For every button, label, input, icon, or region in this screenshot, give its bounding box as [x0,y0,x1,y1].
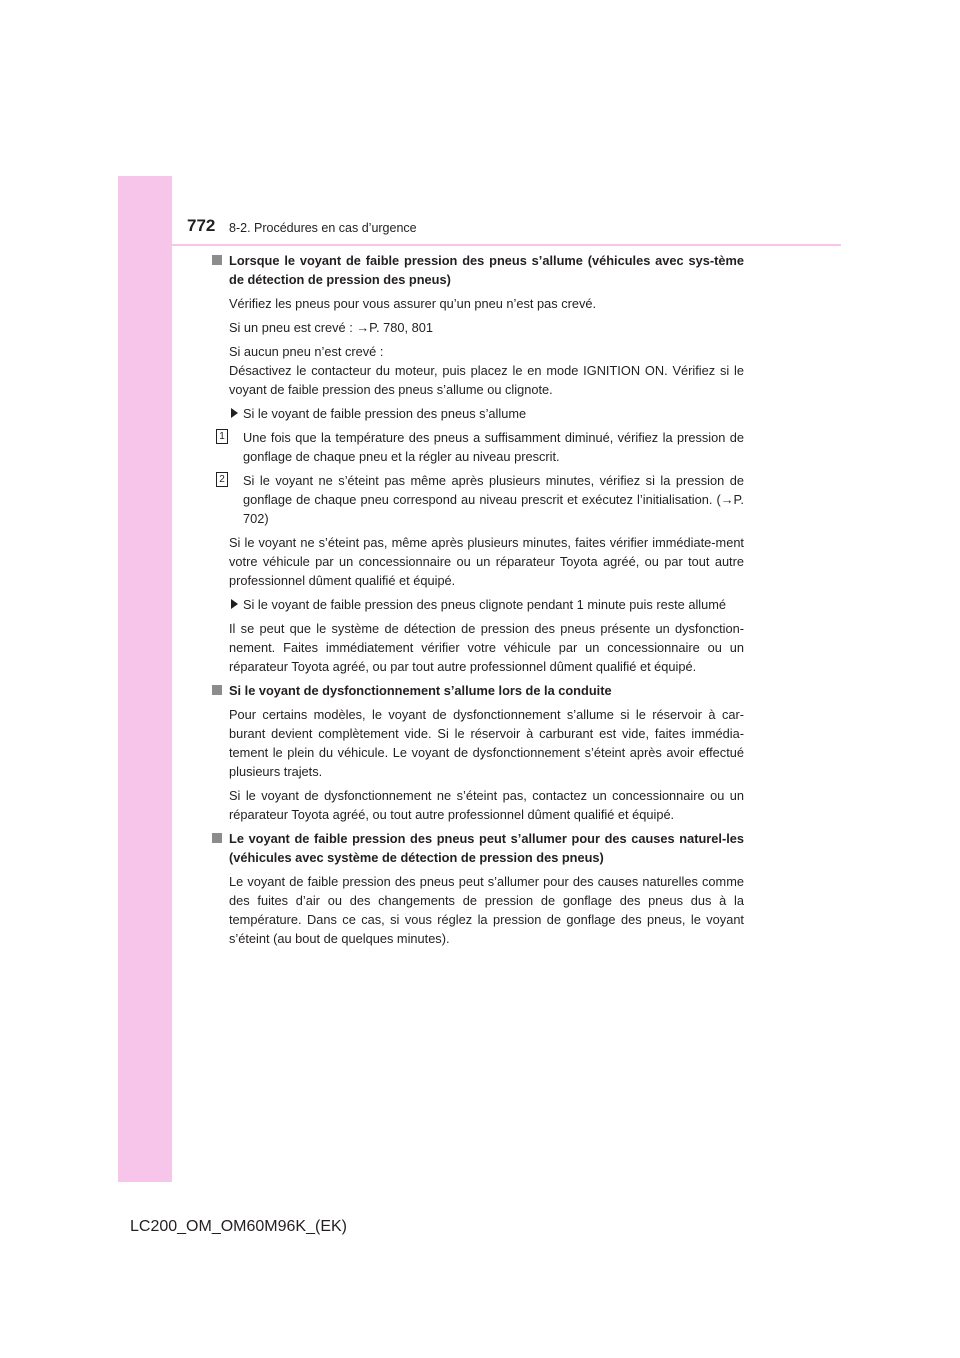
main-content [212,251,744,953]
page-number: 772 [187,216,216,235]
step-number-box: 2 [216,472,228,487]
subcase-light-blinks [212,595,744,614]
side-tab-band [118,176,172,1182]
subcase-title: Si le voyant de faible pression des pneus s’allume [243,406,527,421]
step-number-box: 1 [216,429,228,444]
heading-natural-causes [212,829,744,867]
header-divider [172,244,841,246]
triangle-bullet-icon [231,599,238,609]
step-1 [212,428,744,466]
section-title: 8-2. Procédures en cas d’urgence [229,221,417,235]
step-text: Une fois que la température des pneus a suffisamment diminué, vérifiez la pression de gonflage de chaque pneu et la régler au niveau prescrit. [243,430,744,464]
triangle-bullet-icon [231,408,238,418]
square-bullet-icon [212,685,222,695]
paragraph-line: Si aucun pneu n’est crevé : [229,344,384,359]
paragraph: Pour certains modèles, le voyant de dysfonctionnement s’allume si le réservoir à car-burant devient complètement vide. Si le réservoir à carburant est vide, faites immédia-tement le plein du véhicule. Le voyant de dysfonctionnement s’éteint après avoir effectué plusieurs trajets. [229,707,744,779]
paragraph [212,342,744,399]
paragraph-page-reference: Si un pneu est crevé : →P. 780, 801 [229,320,433,335]
paragraph: Il se peut que le système de détection de pression des pneus présente un dysfonction-nement. Faites immédiatement vérifier votre véhicule par un concessionnaire ou un réparateur Toyota agréé, ou par tout autre professionnel dûment qualifié et équipé. [229,621,744,674]
heading-text: Le voyant de faible pression des pneus peut s’allumer pour des causes naturel-les (véhicules avec système de détection de pression des pneus) [229,831,744,865]
square-bullet-icon [212,255,222,265]
paragraph: Si le voyant ne s’éteint pas, même après plusieurs minutes, faites vérifier immédiate-ment votre véhicule par un concessionnaire ou un réparateur Toyota agréé, ou par tout autre professionnel dûment qualifié et équipé. [229,535,744,588]
heading-text: Si le voyant de dysfonctionnement s’allume lors de la conduite [229,683,612,698]
document-code: LC200_OM_OM60M96K_(EK) [130,1218,347,1235]
heading-malfunction-light [212,681,744,700]
paragraph-line: Désactivez le contacteur du moteur, puis placez le en mode IGNITION ON. Vérifiez si le voyant de faible pression des pneus s’allume ou clignote. [229,363,744,397]
paragraph: Si le voyant de dysfonctionnement ne s’éteint pas, contactez un concessionnaire ou un réparateur Toyota agréé, ou tout autre professionnel dûment qualifié et équipé. [229,788,744,822]
subcase-title: Si le voyant de faible pression des pneus clignote pendant 1 minute puis reste allumé [243,597,727,612]
step-text: Si le voyant ne s’éteint pas même après plusieurs minutes, vérifiez si la pression de gonflage de chaque pneu correspond au niveau prescrit et exécutez l’initialisation. (→P. 702) [243,473,744,526]
step-2 [212,471,744,528]
subcase-light-on [212,404,744,423]
heading-low-pressure-warning [212,251,744,289]
square-bullet-icon [212,833,222,843]
heading-text: Lorsque le voyant de faible pression des pneus s’allume (véhicules avec sys-tème de détection de pression des pneus) [229,253,744,287]
paragraph: Le voyant de faible pression des pneus peut s’allumer pour des causes naturelles comme des fuites d’air ou des changements de pression de gonflage des pneus dus à la température. Dans ce cas, si vous réglez la pression de gonflage des pneus, le voyant s’éteint (au bout de quelques minutes). [229,874,744,946]
paragraph: Vérifiez les pneus pour vous assurer qu’un pneu n’est pas crevé. [229,296,597,311]
